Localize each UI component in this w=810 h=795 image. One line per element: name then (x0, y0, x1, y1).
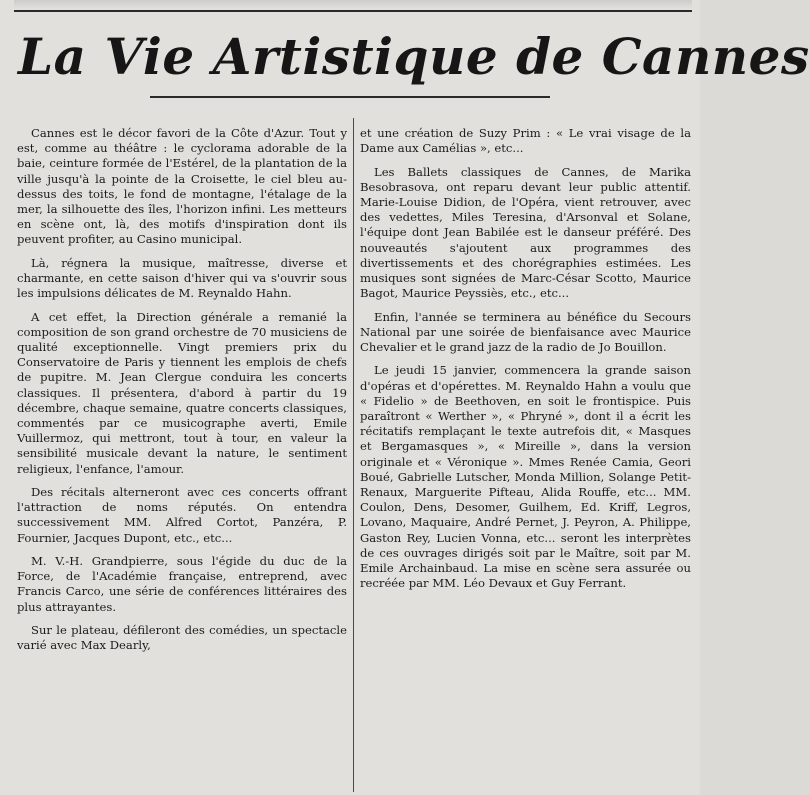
column-divider (353, 118, 354, 792)
paragraph: Cannes est le décor favori de la Côte d'Azur. Tout y est, comme au théâtre : le cyclorama adorable de la baie, ceinture formée de l'Estérel, de la plantation de la ville jusqu'à la pointe de la Croisette, le ciel bleu au-dessus des toits, le fond de montagne, l'étalage de la mer, la silhouette des îles, l'horizon infini. Les metteurs en scène ont, là, des motifs d'inspiration dont ils peuvent profiter, au Casino municipal. (17, 126, 347, 247)
previous-article-edge (14, 0, 692, 9)
right-column (360, 126, 691, 790)
paragraph: Sur le plateau, défileront des comédies, un spectacle varié avec Max Dearly, (17, 623, 347, 653)
article-headline: La Vie Artistique de Cannes (18, 27, 810, 86)
paragraph: Enfin, l'année se terminera au bénéfice du Secours National par une soirée de bienfaisance avec Maurice Chevalier et le grand jazz de la radio de Jo Bouillon. (360, 309, 691, 355)
paragraph: Les Ballets classiques de Cannes, de Marika Besobrasova, ont reparu devant leur public attentif. Marie-Louise Didion, de l'Opéra, vient retrouver, avec des vedettes, Miles Teresina, d'Arsonval et Solane, l'équipe dont Jean Babilée est le danseur préféré. Des nouveautés s'ajoutent aux programmes des divertissements et des chorégraphies estimées. Les musiques sont signées de Marc-César Scotto, Maurice Bagot, Maurice Peyssiès, etc., etc... (360, 164, 691, 301)
paragraph: et une création de Suzy Prim : « Le vrai visage de la Dame aux Camélias », etc... (360, 126, 691, 156)
paragraph: Des récitals alterneront avec ces concerts offrant l'attraction de noms réputés. On entendra successivement MM. Alfred Cortot, Panzéra, P. Fournier, Jacques Dupont, etc., etc... (17, 485, 347, 545)
paragraph: Là, régnera la musique, maîtresse, diverse et charmante, en cette saison d'hiver qui va s'ouvrir sous les impulsions délicates de M. Reynaldo Hahn. (17, 255, 347, 301)
headline-rule (150, 96, 550, 98)
paragraph: A cet effet, la Direction générale a remanié la composition de son grand orchestre de 70 musiciens de qualité exceptionnelle. Vingt premiers prix du Conservatoire de Paris y tiennent les emplois de chefs de pupitre. M. Jean Clergue conduira les concerts classiques. Il présentera, d'abord à partir du 19 décembre, chaque semaine, quatre concerts classiques, commentés par ce musicographe averti, Emile Vuillermoz, qui mettront, tout à tour, en valeur la sensibilité musicale devant la nature, le sentiment religieux, l'enfance, l'amour. (17, 309, 347, 476)
paragraph: Le jeudi 15 janvier, commencera la grande saison d'opéras et d'opérettes. M. Reynaldo Hahn a voulu que « Fidelio » de Beethoven, en soit le frontispice. Puis paraîtront « Werther », « Phryné », dont il a écrit les récitatifs remplaçant le texte autrefois dit, « Masques et Bergamasques », « Mireille », dans la version originale et « Véronique ». Mmes Renée Camia, Geori Boué, Gabrielle Lutscher, Monda Million, Solange Petit-Renaux, Marguerite Pifteau, Alida Rouffe, etc... MM. Coulon, Dens, Desomer, Guilhem, Ed. Kriff, Legros, Lovano, Maquaire, André Pernet, J. Peyron, A. Philippe, Gaston Rey, Lucien Vonna, etc... seront les interprètes de ces ouvrages dirigés soit par le Maître, soit par M. Emile Archainbaud. La mise en scène sera assurée ou recréée par MM. Léo Devaux et Guy Ferrant. (360, 363, 691, 591)
top-rule (14, 10, 692, 12)
left-column (17, 126, 347, 790)
paragraph: M. V.-H. Grandpierre, sous l'égide du duc de la Force, de l'Académie française, entreprend, avec Francis Carco, une série de conférences littéraires des plus attrayantes. (17, 554, 347, 614)
